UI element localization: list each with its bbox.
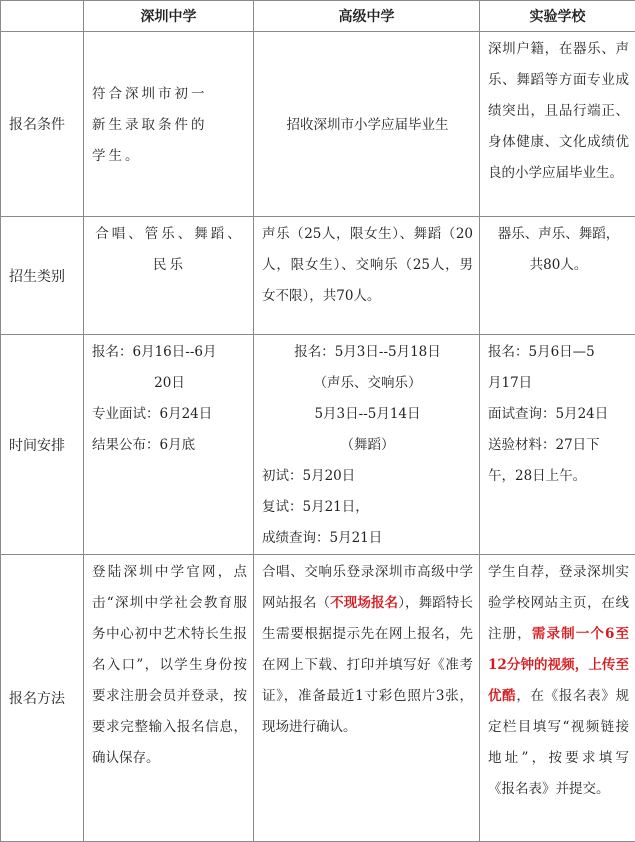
row-method bbox=[1, 555, 635, 842]
schedule-shiyan bbox=[480, 335, 635, 555]
row-label-schedule: 时间安排 bbox=[1, 335, 84, 555]
method-gaoji-text: ），舞蹈特长生需要根据提示先在网上报名，先在网上下载、打印并填写好《准考证》，准备最近1寸彩色照片3张，现场进行确认。 bbox=[262, 595, 473, 735]
row-label-categories: 招生类别 bbox=[1, 217, 84, 335]
row-categories bbox=[1, 217, 635, 335]
schedule-shiyan-line: 报名：5月6日—5 bbox=[488, 337, 629, 368]
schedule-shenzhen-line: 专业面试：6月24日 bbox=[92, 399, 247, 430]
conditions-shenzhen-line: 学生。 bbox=[92, 141, 247, 172]
categories-shiyan bbox=[480, 217, 635, 335]
row-conditions bbox=[1, 32, 635, 217]
categories-shiyan-line: 器乐、声乐、舞蹈， bbox=[488, 219, 629, 250]
schedule-gaoji-line: 5月3日--5月14日 bbox=[262, 399, 473, 430]
method-gaoji bbox=[254, 555, 480, 842]
conditions-gaoji: 招收深圳市小学应届毕业生 bbox=[254, 32, 480, 217]
method-shiyan-highlight: 需录制一个6至12分钟的视频，上传至优酷 bbox=[488, 626, 629, 704]
method-shiyan-text: ，在《报名表》规定栏目填写“视频链接地址”，按要求填写《报名表》并提交。 bbox=[488, 688, 629, 797]
method-gaoji-text: 合唱、交响乐登录深圳市高级中学网站报名（ bbox=[262, 564, 473, 611]
method-shenzhen: 登陆深圳中学官网，点击“深圳中学社会教育服务中心初中艺术特长生报名入口”，以学生身份按要求注册会员并登录，按要求完整输入报名信息，确认保存。 bbox=[84, 555, 254, 842]
schedule-shenzhen-line: 结果公布：6月底 bbox=[92, 430, 247, 461]
schedule-gaoji bbox=[254, 335, 480, 555]
schedule-shenzhen-line: 20日 bbox=[92, 368, 247, 399]
categories-shenzhen bbox=[84, 217, 254, 335]
schedule-gaoji-line: （声乐、交响乐） bbox=[262, 368, 473, 399]
schedule-shenzhen-line: 报名：6月16日--6月 bbox=[92, 337, 247, 368]
row-label-method: 报名方法 bbox=[1, 555, 84, 842]
header-row bbox=[1, 1, 635, 32]
method-shiyan-text: 学生自荐，登录深圳实验学校网站主页，在线注册， bbox=[488, 564, 629, 642]
schedule-shiyan-line: 月17日 bbox=[488, 368, 629, 399]
categories-shenzhen-line: 合唱、管乐、舞蹈、 bbox=[92, 219, 247, 250]
method-shiyan bbox=[480, 555, 635, 842]
categories-shiyan-line: 共80人。 bbox=[488, 250, 629, 281]
row-label-conditions: 报名条件 bbox=[1, 32, 84, 217]
schedule-gaoji-line: 复试：5月21日， bbox=[262, 492, 473, 523]
header-empty bbox=[1, 1, 84, 32]
header-shiyan: 实验学校 bbox=[480, 1, 635, 32]
schedule-shenzhen bbox=[84, 335, 254, 555]
schedule-shiyan-line: 面试查询：5月24日 bbox=[488, 399, 629, 430]
row-schedule bbox=[1, 335, 635, 555]
header-shenzhen: 深圳中学 bbox=[84, 1, 254, 32]
schedule-shiyan-line: 送验材料：27日下 bbox=[488, 430, 629, 461]
categories-shenzhen-line: 民乐 bbox=[92, 250, 247, 281]
schedule-gaoji-line: 初试：5月20日 bbox=[262, 461, 473, 492]
header-gaoji: 高级中学 bbox=[254, 1, 480, 32]
categories-gaoji: 声乐（25人，限女生）、舞蹈（20人，限女生）、交响乐（25人，男女不限），共70人。 bbox=[254, 217, 480, 335]
schedule-gaoji-line: （舞蹈） bbox=[262, 430, 473, 461]
schedule-gaoji-line: 报名：5月3日--5月18日 bbox=[262, 337, 473, 368]
conditions-shenzhen-line: 新生录取条件的 bbox=[92, 110, 247, 141]
schedule-gaoji-line: 成绩查询：5月21日 bbox=[262, 523, 473, 554]
method-gaoji-highlight: 不现场报名 bbox=[330, 595, 398, 611]
conditions-shenzhen-line: 符合深圳市初一 bbox=[92, 79, 247, 110]
conditions-shenzhen bbox=[84, 32, 254, 217]
conditions-shiyan: 深圳户籍，在器乐、声乐、舞蹈等方面专业成绩突出，且品行端正、身体健康、文化成绩优良的小学应届毕业生。 bbox=[480, 32, 635, 217]
schedule-shiyan-line: 午，28日上午。 bbox=[488, 461, 629, 492]
